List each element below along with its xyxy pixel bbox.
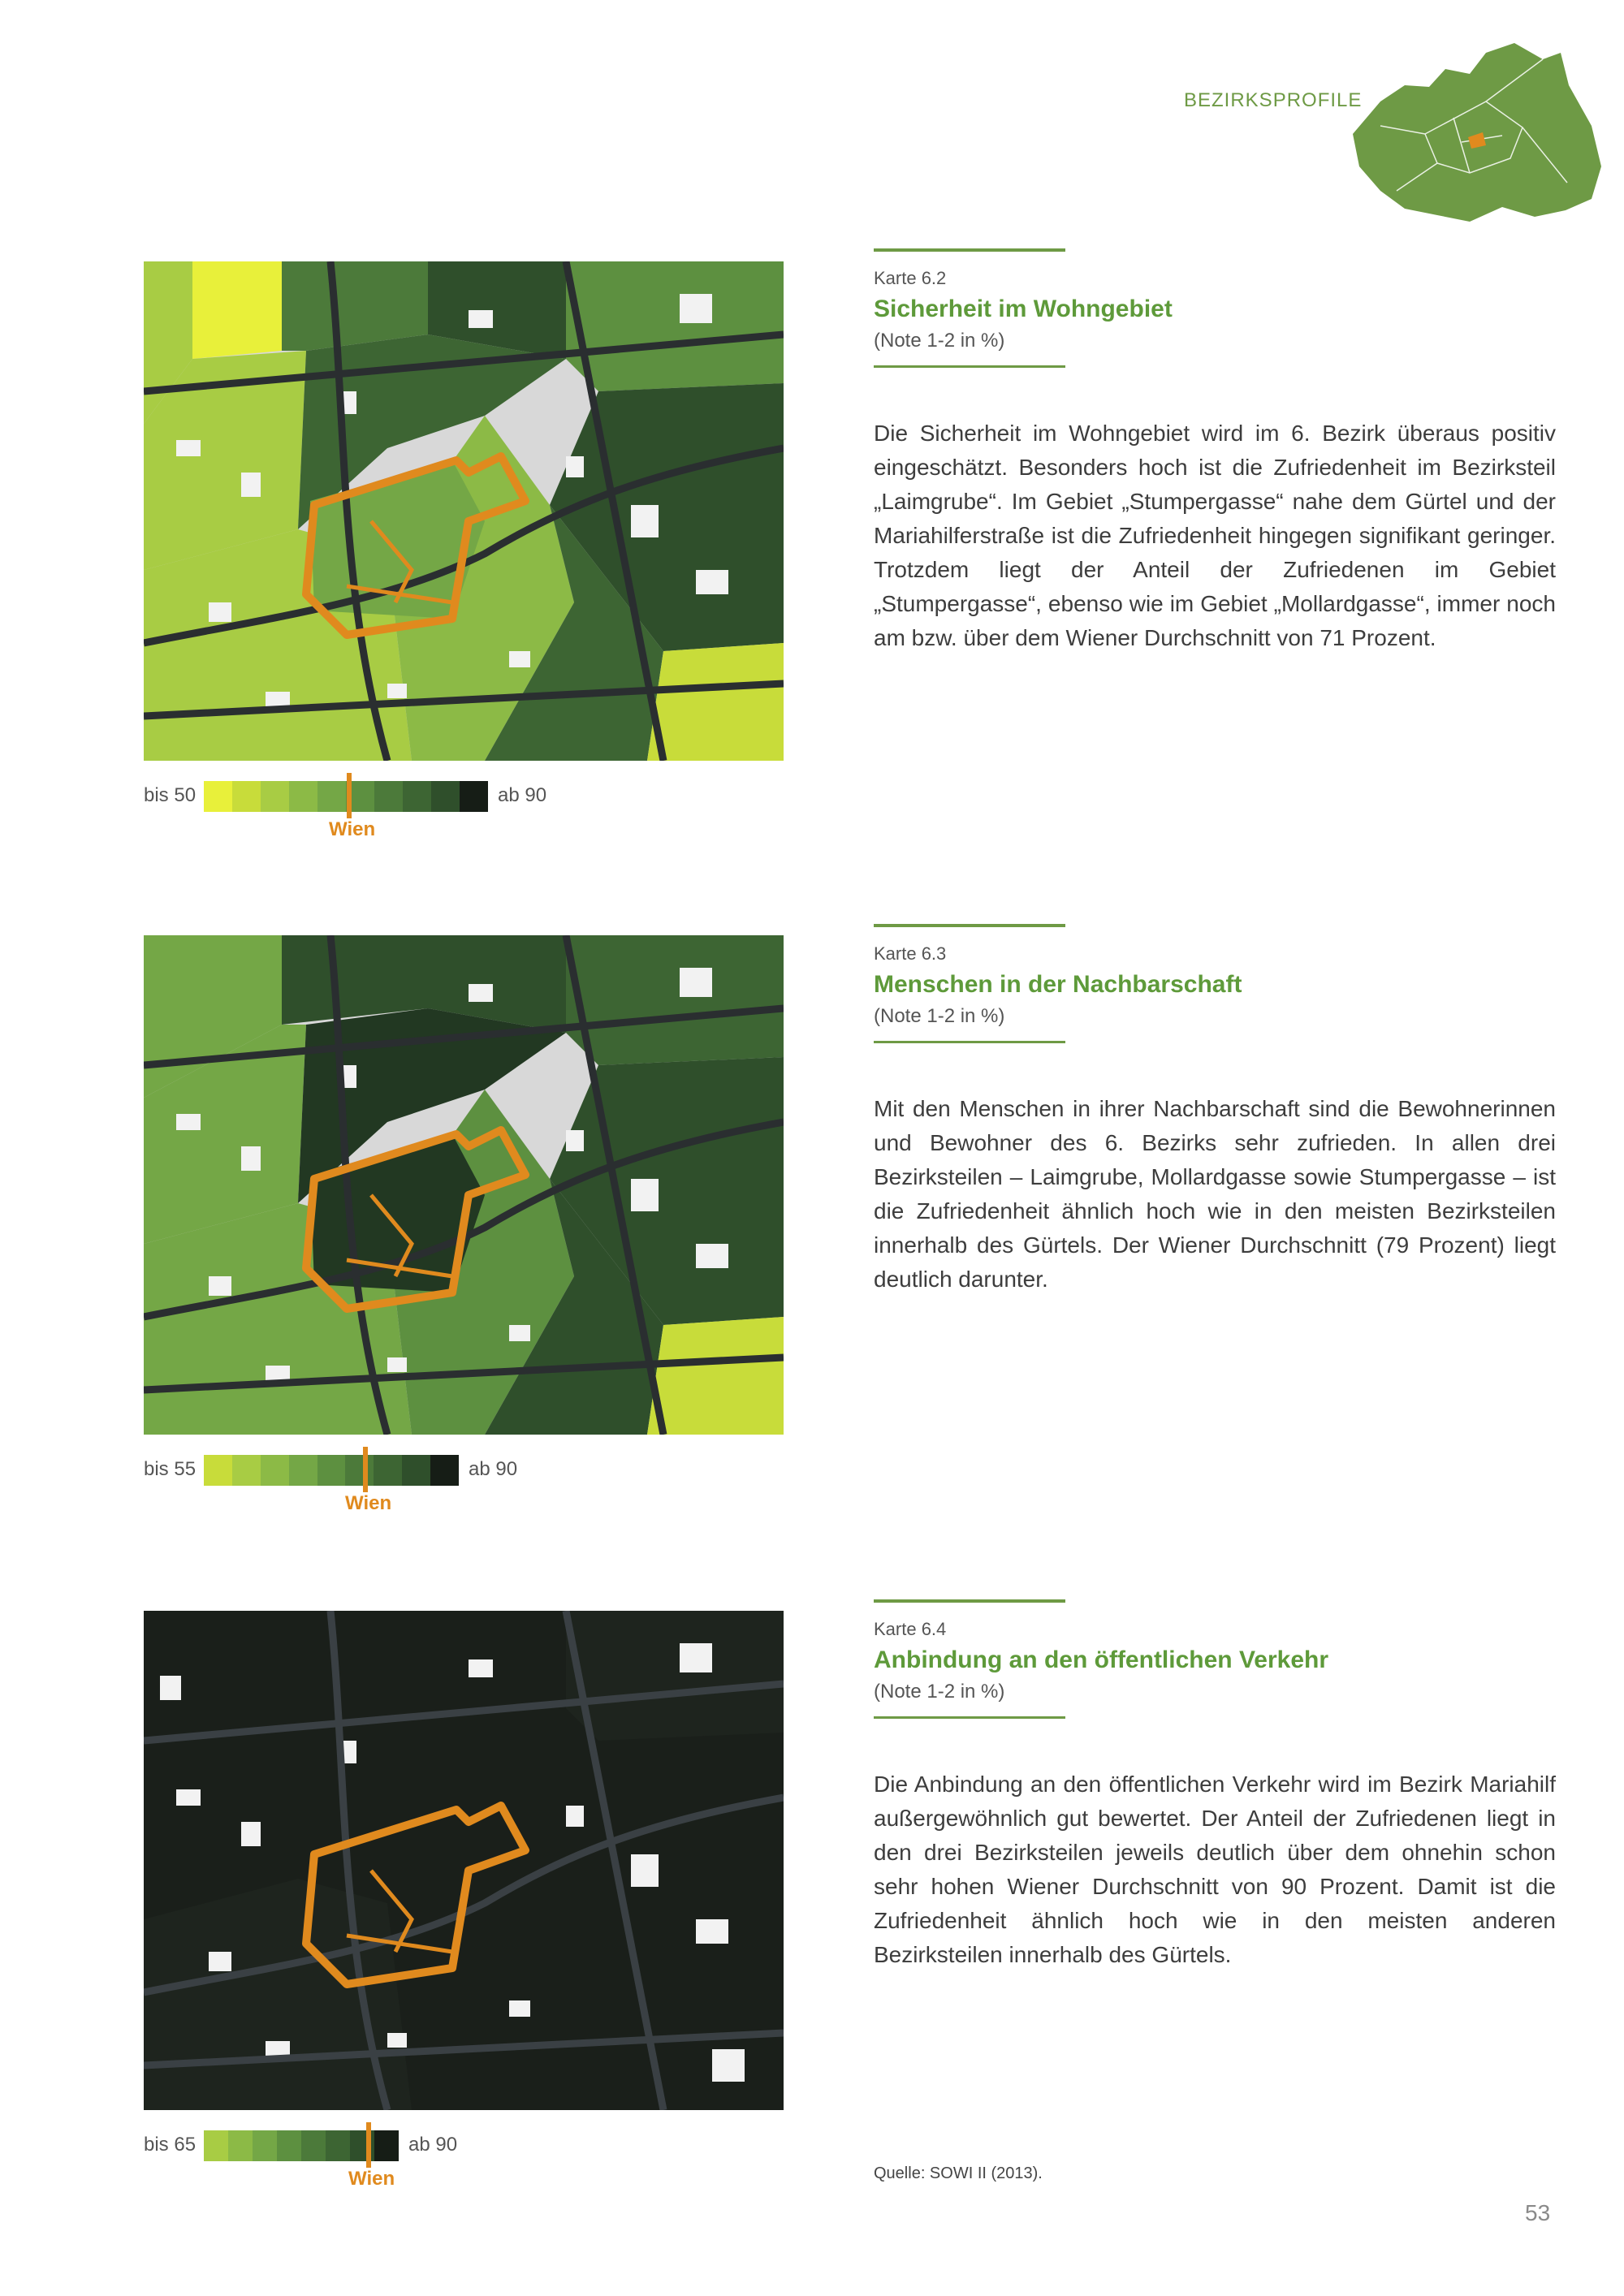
map-number: Karte 6.2: [874, 268, 947, 288]
card-6-2: [874, 248, 1556, 655]
map-description: Die Anbindung an den öffentlichen Verkehr wird im Bezirk Mariahilf außergewöhnlich gut bewertet. Der Anteil der Zufriedenen liegt in den drei Bezirksteilen jeweils deutlich über dem ohnehin schon sehr hohen Wiener Durchschnitt von 90 Prozent. Damit ist die Zufriedenheit ähnlich hoch wie in den meisten anderen Bezirksteilen innerhalb des Gürtels.: [874, 1772, 1556, 1967]
legend-wien-label: Wien: [345, 1492, 392, 1514]
legend-color-scale: [204, 781, 488, 812]
bottom-rule: [874, 365, 1065, 368]
legend-wien-marker: [363, 1447, 368, 1492]
top-rule: [874, 1599, 1065, 1603]
map-number: Karte 6.3: [874, 943, 947, 964]
map-6-2: [144, 261, 784, 761]
legend-max-label: ab 90: [408, 2134, 458, 2156]
source-note: Quelle: SOWI II (2013).: [874, 2164, 1043, 2182]
legend-wien-marker: [347, 773, 352, 818]
map-number: Karte 6.4: [874, 1619, 947, 1639]
map-title: Menschen in der Nachbarschaft: [874, 971, 1242, 998]
legend-6-2: [144, 770, 784, 840]
map-6-3: [144, 935, 784, 1435]
legend-max-label: ab 90: [469, 1458, 518, 1480]
legend-wien-label: Wien: [348, 2168, 395, 2190]
legend-min-label: bis 65: [144, 2134, 197, 2156]
top-rule: [874, 924, 1065, 927]
page-number: 53: [1525, 2200, 1551, 2225]
map-title: Anbindung an den öffentlichen Verkehr: [874, 1646, 1329, 1673]
card-6-3: [874, 924, 1556, 1297]
legend-color-scale: [204, 1455, 459, 1486]
legend-min-label: bis 55: [144, 1458, 197, 1480]
map-title: Sicherheit im Wohngebiet: [874, 296, 1173, 322]
bottom-rule: [874, 1716, 1065, 1719]
map-subtitle: (Note 1-2 in %): [874, 1681, 1005, 1703]
top-rule: [874, 248, 1065, 252]
map-6-4: [144, 1611, 784, 2110]
legend-6-4: [144, 2119, 784, 2190]
card-6-4: [874, 1599, 1556, 1972]
map-description: Mit den Menschen in ihrer Nachbarschaft sind die Bewohnerinnen und Bewohner des 6. Bezirks sehr zufrieden. In allen drei Bezirksteilen – Laimgrube, Mollardgasse sowie Stumpergasse – ist die Zufriedenheit ähnlich hoch wie in den meisten Bezirksteilen innerhalb des Gürtels. Der Wiener Durchschnitt (79 Prozent) liegt deutlich darunter.: [874, 1096, 1556, 1292]
map-description: Die Sicherheit im Wohngebiet wird im 6. Bezirk überaus positiv eingeschätzt. Besonders hoch ist die Zufriedenheit im Bezirksteil „Laimgrube“. Im Gebiet „Stumpergasse“ nahe dem Gürtel und der Mariahilferstraße ist die Zufriedenheit hingegen signifikant geringer. Trotzdem liegt der Anteil der Zufriedenen im Gebiet „Stumpergasse“, ebenso wie im Gebiet „Mollardgasse“, immer noch am bzw. über dem Wiener Durchschnitt von 71 Prozent.: [874, 421, 1556, 650]
bottom-rule: [874, 1041, 1065, 1043]
legend-max-label: ab 90: [498, 784, 547, 806]
legend-wien-label: Wien: [329, 818, 376, 840]
vienna-district-map-icon: [1348, 37, 1608, 231]
legend-min-label: bis 50: [144, 784, 197, 806]
map-subtitle: (Note 1-2 in %): [874, 330, 1005, 352]
section-label: BEZIRKSPROFILE: [1184, 89, 1363, 111]
legend-wien-marker: [366, 2122, 371, 2168]
map-subtitle: (Note 1-2 in %): [874, 1005, 1005, 1027]
legend-6-3: [144, 1444, 784, 1514]
